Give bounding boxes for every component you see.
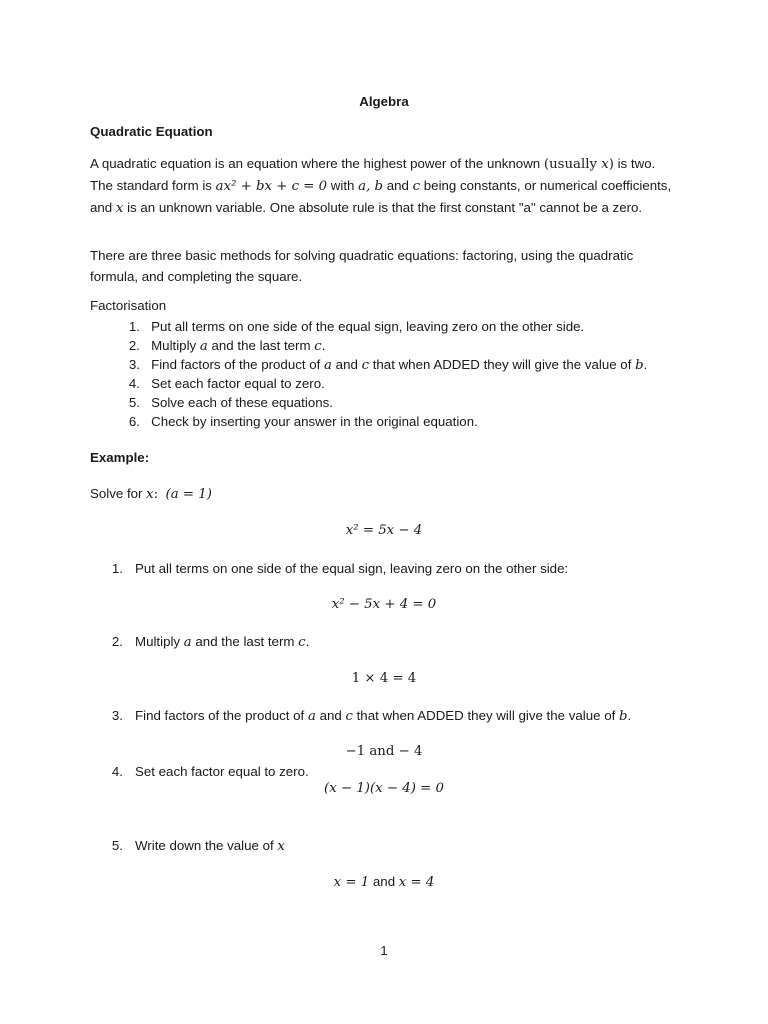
step-2-result: 1 × 4 = 4 (351, 671, 417, 686)
step-4-result: (x − 1)(x − 4) = 0 (324, 781, 444, 796)
list-item (90, 393, 647, 412)
intro-text-k: being constants, or numerical coefficients, and (90, 178, 672, 215)
step-text: Find factors of the product of (135, 708, 308, 723)
solve-colon: : (153, 487, 159, 502)
list-item (90, 374, 647, 393)
solve-text: Solve for (90, 486, 147, 501)
main-equation: x² = 5x − 4 (345, 523, 423, 538)
intro-text-a: A quadratic equation is an equation where the highest power of the unknown (90, 156, 544, 171)
example-label: Example: (90, 450, 150, 465)
step-number: 5. (111, 838, 123, 853)
solve-for-line (90, 486, 212, 502)
step-var-b: b (619, 709, 628, 724)
step-text: Put all terms on one side of the equal sign, leaving zero on the other side: (135, 561, 569, 576)
step-text: and (315, 708, 346, 723)
list-text: Solve each of these equations. (151, 395, 333, 410)
step-text: . (305, 634, 310, 649)
page-number: 1 (380, 943, 388, 958)
list-text: Find factors of the product of (151, 357, 325, 372)
step-var-a: a (183, 635, 192, 650)
list-text: Multiply (151, 338, 200, 353)
step-text: . (627, 708, 632, 723)
intro-vars-ab: a, b (358, 179, 384, 194)
step-5 (90, 838, 285, 854)
standard-form-equation: ax² + bx + c = 0 (215, 179, 328, 194)
list-item (90, 355, 647, 374)
list-text: . (321, 338, 326, 353)
intro-text-e: is two. The standard form is (90, 156, 656, 193)
list-item (90, 336, 647, 355)
factorisation-list (90, 317, 647, 431)
list-text: and the last term (207, 338, 315, 353)
intro-text-i: and (383, 178, 413, 193)
intro-var-x2: x (115, 201, 124, 216)
list-item (90, 317, 647, 336)
intro-text-b: (usually (543, 157, 602, 172)
solve-var-x: x (146, 487, 154, 502)
list-text: . (643, 357, 648, 372)
list-text: that when ADDED they will give the value of (369, 357, 636, 372)
step-var-a: a (307, 709, 316, 724)
list-number: 3. (128, 357, 140, 372)
step-text: and the last term (191, 634, 299, 649)
methods-paragraph: There are three basic methods for solving quadratic equations: factoring, using the quadratic formula, and completing the square. (90, 248, 634, 284)
solve-condition: (a = 1) (165, 487, 212, 502)
result-and: and (369, 874, 399, 889)
intro-text-d: ) (608, 157, 614, 172)
list-text: Check by inserting your answer in the original equation. (151, 414, 478, 429)
step-number: 3. (111, 708, 123, 723)
step-number: 4. (111, 764, 123, 779)
list-var-a: a (199, 339, 208, 354)
list-text: and (331, 357, 362, 372)
list-text: Put all terms on one side of the equal sign, leaving zero on the other side. (151, 319, 585, 334)
intro-var-x: x (601, 157, 609, 172)
step-text: Multiply (135, 634, 184, 649)
step-3-result: −1 and − 4 (345, 744, 423, 759)
intro-paragraph (90, 153, 680, 219)
list-number: 2. (128, 338, 140, 353)
step-1-result: x² − 5x + 4 = 0 (331, 597, 437, 612)
result-x2: x = 4 (398, 875, 435, 890)
list-number: 4. (128, 376, 140, 391)
list-number: 6. (128, 414, 140, 429)
step-4 (90, 764, 309, 779)
list-var-c: c (361, 358, 370, 373)
step-text: Write down the value of (135, 838, 278, 853)
factorisation-heading: Factorisation (90, 298, 167, 313)
section-heading: Quadratic Equation (90, 124, 213, 139)
step-3 (90, 708, 631, 724)
list-number: 5. (128, 395, 140, 410)
step-number: 1. (111, 561, 123, 576)
list-var-c: c (314, 339, 322, 354)
step-5-result (0, 874, 768, 890)
step-var-c: c (298, 635, 306, 650)
list-var-a: a (324, 358, 332, 373)
intro-text-g: with (327, 178, 359, 193)
list-number: 1. (128, 319, 140, 334)
step-number: 2. (111, 634, 123, 649)
step-text: Set each factor equal to zero. (135, 764, 309, 779)
step-var-c: c (345, 709, 353, 724)
result-x1: x = 1 (333, 875, 370, 890)
list-item (90, 412, 647, 431)
list-text: Set each factor equal to zero. (151, 376, 325, 391)
step-2 (90, 634, 309, 650)
list-var-b: b (635, 358, 644, 373)
step-1 (90, 561, 568, 576)
intro-text-m: is an unknown variable. One absolute rule is that the first constant "a" cannot be a zero. (123, 200, 643, 215)
intro-var-c: c (412, 179, 421, 194)
step-text: that when ADDED they will give the value of (352, 708, 619, 723)
step-var-x: x (277, 839, 285, 854)
page-title: Algebra (359, 94, 409, 109)
